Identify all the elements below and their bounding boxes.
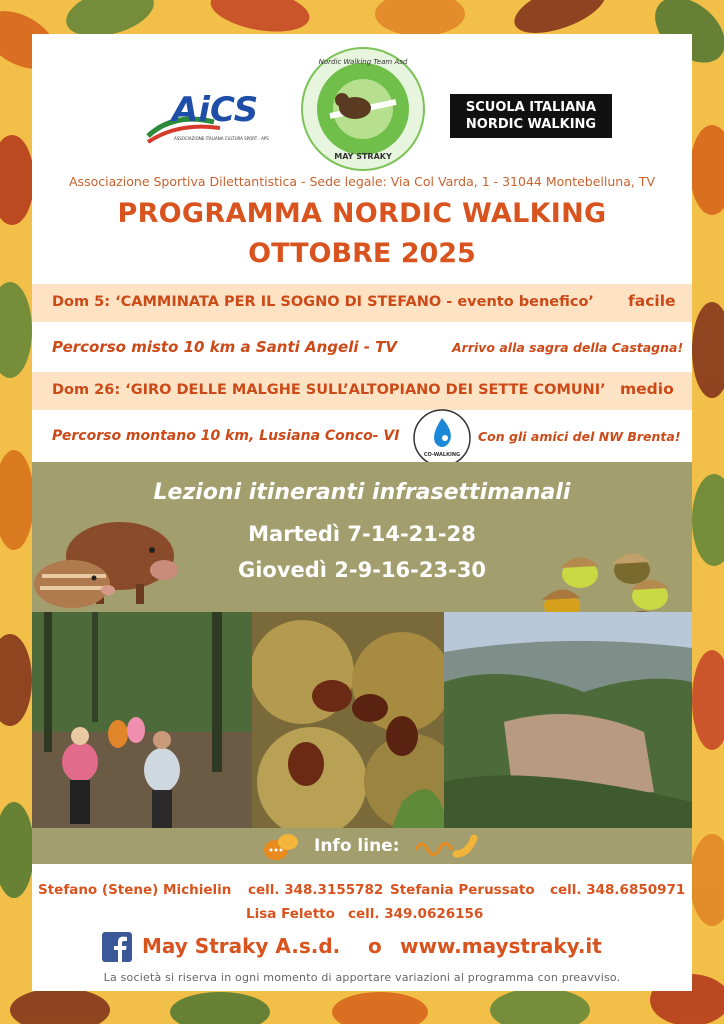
- event-2-level: medio: [620, 380, 674, 398]
- facebook-icon[interactable]: [102, 932, 132, 962]
- event-1-detail: Percorso misto 10 km a Santi Angeli - TV: [52, 338, 398, 356]
- event-row-1: [32, 284, 692, 322]
- phone-cord-icon: [412, 830, 482, 862]
- flyer-card: [32, 34, 692, 991]
- disclaimer: La società si riserva in ogni momento di apportare variazioni al programma con preavviso.: [103, 971, 621, 984]
- cowalking-label: CO-WALKING: [423, 452, 461, 458]
- contact-3-name: Lisa Feletto: [246, 906, 335, 922]
- aics-subtitle: ASSOCIAZIONE ITALIANA CULTURA SPORT - APS: [174, 136, 269, 141]
- may-straky-club-logo: [300, 46, 426, 172]
- event-1-title: Dom 5: ‘CAMMINATA PER IL SOGNO DI STEFANO - evento benefico’: [52, 294, 594, 310]
- club-name: MAY STRAKY: [334, 152, 392, 161]
- facebook-page-name[interactable]: May Straky A.s.d.: [142, 934, 341, 958]
- event-row-2: [32, 372, 692, 410]
- event-1-note: Arrivo alla sagra della Castagna!: [452, 340, 684, 355]
- website-link[interactable]: www.maystraky.it: [400, 934, 602, 958]
- club-ring-text: Nordic Walking Team Asd: [318, 58, 408, 66]
- photo-chestnuts: [252, 612, 444, 828]
- chat-bubbles-icon: [262, 832, 302, 862]
- lessons-thursday: Giovedì 2-9-16-23-30: [237, 558, 487, 582]
- association-address: Associazione Sportiva Dilettantistica - Sede legale: Via Col Varda, 1 - 31044 Montebelluna, TV: [69, 174, 655, 189]
- photo-nordic-walkers-forest: [32, 612, 252, 828]
- program-month: OTTOBRE 2025: [248, 238, 476, 269]
- event-row-1-detail: [32, 328, 692, 366]
- event-2-title: Dom 26: ‘GIRO DELLE MALGHE SULL’ALTOPIANO DEI SETTE COMUNI’: [52, 382, 606, 398]
- event-2-detail: Percorso montano 10 km, Lusiana Conco- VI: [52, 428, 400, 444]
- lessons-heading: Lezioni itineranti infrasettimanali: [153, 480, 571, 505]
- scuola-italiana-nordic-walking-logo: [450, 94, 612, 138]
- contact-2-phone: cell. 348.6850971: [550, 882, 686, 898]
- info-line-label: Info line:: [314, 836, 400, 856]
- contact-1-phone: cell. 348.3155782: [248, 882, 384, 898]
- event-2-note: Con gli amici del NW Brenta!: [478, 429, 681, 444]
- school-line2: NORDIC WALKING: [465, 117, 597, 132]
- event-row-2-detail: [32, 416, 692, 458]
- school-line1: SCUOLA ITALIANA: [465, 100, 597, 115]
- aics-logo: [144, 92, 269, 148]
- wild-boar-illustration: [32, 512, 180, 616]
- photo-mountain-village: [444, 612, 692, 828]
- aics-text: AiCS: [172, 90, 259, 130]
- contact-2-name: Stefania Perussato: [390, 882, 535, 898]
- or-separator: o: [368, 934, 382, 958]
- lessons-tuesday: Martedì 7-14-21-28: [248, 522, 476, 546]
- info-line-bar: [32, 828, 692, 864]
- event-1-level: facile: [628, 292, 676, 310]
- contact-3-phone: cell. 349.0626156: [348, 906, 484, 922]
- cowalking-icon: [412, 408, 472, 468]
- program-title: PROGRAMMA NORDIC WALKING: [117, 198, 607, 229]
- contact-1-name: Stefano (Stene) Michielin: [38, 882, 232, 898]
